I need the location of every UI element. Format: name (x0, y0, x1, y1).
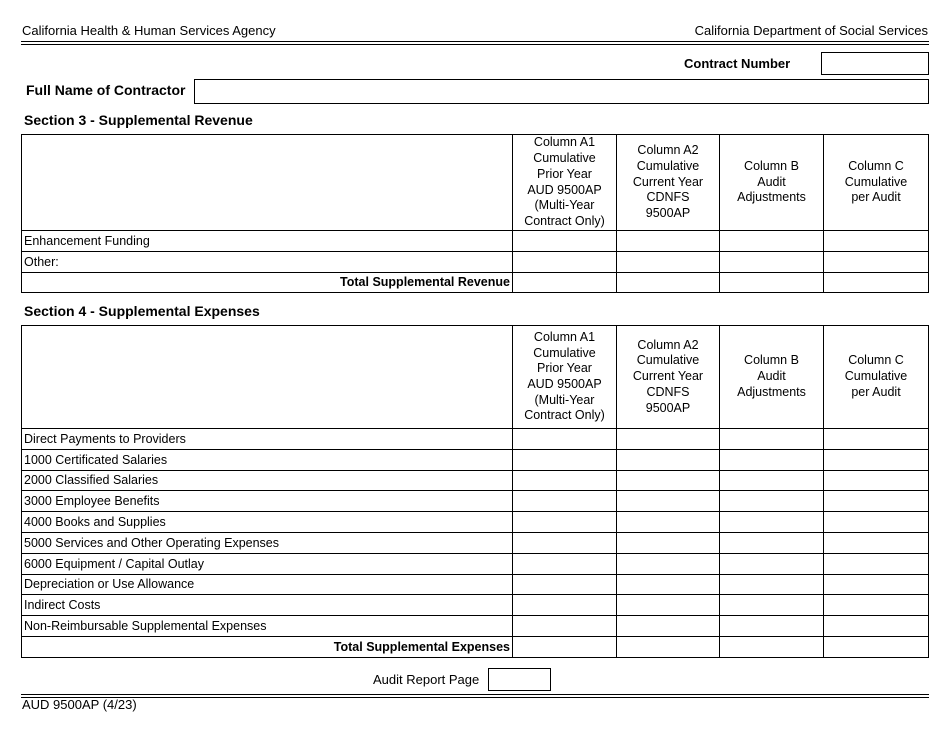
department-name: California Department of Social Services (694, 23, 928, 38)
amount-field[interactable] (513, 512, 617, 533)
total-label: Total Supplemental Expenses (22, 636, 513, 657)
amount-field[interactable] (824, 595, 929, 616)
row-label: Other: (22, 251, 513, 272)
amount-field[interactable] (513, 251, 617, 272)
column-header: Column B Audit Adjustments (720, 326, 824, 429)
amount-field[interactable] (824, 616, 929, 637)
contractor-name-field[interactable] (194, 79, 929, 104)
amount-field[interactable] (617, 251, 720, 272)
amount-field[interactable] (513, 532, 617, 553)
total-amount-field[interactable] (824, 272, 929, 293)
column-header: Column C Cumulative per Audit (824, 326, 929, 429)
amount-field[interactable] (617, 470, 720, 491)
column-header-row (22, 135, 929, 231)
total-amount-field[interactable] (720, 636, 824, 657)
header-blank-cell (22, 135, 513, 231)
amount-field[interactable] (824, 429, 929, 450)
amount-field[interactable] (513, 595, 617, 616)
header-rule (21, 44, 929, 45)
amount-field[interactable] (617, 616, 720, 637)
amount-field[interactable] (617, 595, 720, 616)
row-label: 6000 Equipment / Capital Outlay (22, 553, 513, 574)
amount-field[interactable] (720, 251, 824, 272)
amount-field[interactable] (720, 449, 824, 470)
supplemental-revenue-table (21, 134, 929, 293)
table-row (22, 231, 929, 252)
contractor-name-label: Full Name of Contractor (26, 82, 186, 98)
amount-field[interactable] (824, 251, 929, 272)
row-label: Non-Reimbursable Supplemental Expenses (22, 616, 513, 637)
amount-field[interactable] (617, 512, 720, 533)
column-header: Column C Cumulative per Audit (824, 135, 929, 231)
footer-rule (21, 694, 929, 695)
row-label: Depreciation or Use Allowance (22, 574, 513, 595)
amount-field[interactable] (617, 532, 720, 553)
row-label: 5000 Services and Other Operating Expenses (22, 532, 513, 553)
column-header: Column A2 Cumulative Current Year CDNFS 9500AP (617, 135, 720, 231)
table-row (22, 470, 929, 491)
amount-field[interactable] (720, 553, 824, 574)
agency-name: California Health & Human Services Agency (22, 23, 276, 38)
amount-field[interactable] (617, 231, 720, 252)
column-header: Column A1 Cumulative Prior Year AUD 9500AP (Multi-Year Contract Only) (513, 326, 617, 429)
column-header: Column A1 Cumulative Prior Year AUD 9500AP (Multi-Year Contract Only) (513, 135, 617, 231)
total-amount-field[interactable] (617, 636, 720, 657)
amount-field[interactable] (720, 532, 824, 553)
amount-field[interactable] (513, 553, 617, 574)
table-row (22, 251, 929, 272)
amount-field[interactable] (617, 429, 720, 450)
amount-field[interactable] (720, 470, 824, 491)
row-label: 1000 Certificated Salaries (22, 449, 513, 470)
amount-field[interactable] (824, 532, 929, 553)
audit-report-page-field[interactable] (488, 668, 551, 691)
amount-field[interactable] (720, 231, 824, 252)
total-label: Total Supplemental Revenue (22, 272, 513, 293)
total-amount-field[interactable] (617, 272, 720, 293)
total-amount-field[interactable] (513, 272, 617, 293)
amount-field[interactable] (513, 429, 617, 450)
amount-field[interactable] (513, 491, 617, 512)
contract-number-field[interactable] (821, 52, 929, 75)
amount-field[interactable] (824, 470, 929, 491)
section-4-title: Section 4 - Supplemental Expenses (24, 303, 260, 319)
amount-field[interactable] (720, 574, 824, 595)
row-label: 3000 Employee Benefits (22, 491, 513, 512)
header-blank-cell (22, 326, 513, 429)
amount-field[interactable] (824, 449, 929, 470)
row-label: Direct Payments to Providers (22, 429, 513, 450)
table-row (22, 595, 929, 616)
amount-field[interactable] (720, 616, 824, 637)
amount-field[interactable] (617, 491, 720, 512)
audit-report-page-label: Audit Report Page (373, 672, 480, 687)
row-label: 4000 Books and Supplies (22, 512, 513, 533)
row-label: Indirect Costs (22, 595, 513, 616)
table-row (22, 449, 929, 470)
amount-field[interactable] (513, 470, 617, 491)
table-row (22, 616, 929, 637)
column-header: Column A2 Cumulative Current Year CDNFS 9500AP (617, 326, 720, 429)
amount-field[interactable] (513, 231, 617, 252)
table-row (22, 553, 929, 574)
table-row (22, 574, 929, 595)
amount-field[interactable] (720, 429, 824, 450)
table-row (22, 532, 929, 553)
amount-field[interactable] (617, 574, 720, 595)
amount-field[interactable] (720, 512, 824, 533)
column-header: Column B Audit Adjustments (720, 135, 824, 231)
table-row (22, 491, 929, 512)
total-amount-field[interactable] (513, 636, 617, 657)
section-3-title: Section 3 - Supplemental Revenue (24, 112, 253, 128)
header-rule (21, 41, 929, 42)
amount-field[interactable] (617, 553, 720, 574)
column-header-row (22, 326, 929, 429)
row-label: Enhancement Funding (22, 231, 513, 252)
amount-field[interactable] (513, 616, 617, 637)
amount-field[interactable] (720, 491, 824, 512)
table-row (22, 429, 929, 450)
total-amount-field[interactable] (720, 272, 824, 293)
contract-number-label: Contract Number (684, 56, 791, 71)
total-row (22, 272, 929, 293)
row-label: 2000 Classified Salaries (22, 470, 513, 491)
amount-field[interactable] (513, 574, 617, 595)
form-id: AUD 9500AP (4/23) (22, 697, 137, 712)
amount-field[interactable] (824, 231, 929, 252)
amount-field[interactable] (513, 449, 617, 470)
amount-field[interactable] (824, 512, 929, 533)
total-amount-field[interactable] (824, 636, 929, 657)
amount-field[interactable] (617, 449, 720, 470)
amount-field[interactable] (824, 491, 929, 512)
table-row (22, 512, 929, 533)
supplemental-expenses-table (21, 325, 929, 658)
total-row (22, 636, 929, 657)
amount-field[interactable] (720, 595, 824, 616)
amount-field[interactable] (824, 553, 929, 574)
footer-rule (21, 697, 929, 698)
amount-field[interactable] (824, 574, 929, 595)
